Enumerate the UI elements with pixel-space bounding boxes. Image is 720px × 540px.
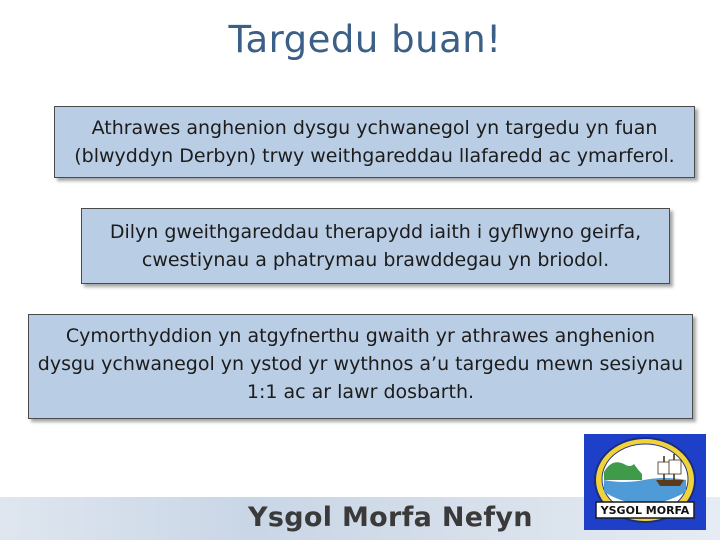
footer-school-name: Ysgol Morfa Nefyn [248, 502, 533, 533]
logo-text: YSGOL MORFA [600, 504, 690, 517]
text-box-3 [28, 314, 693, 419]
text-box-1 [54, 106, 695, 178]
text-box-1-text: Athrawes anghenion dysgu ychwanegol yn targedu yn fuan (blwyddyn Derbyn) trwy weithgareddau llafaredd ac ymarferol. [74, 117, 675, 167]
school-crest-ship-icon [584, 434, 706, 530]
text-box-2-text: Dilyn gweithgareddau therapydd iaith i gyflwyno geirfa, cwestiynau a phatrymau brawddegau yn briodol. [109, 221, 642, 271]
text-box-2 [81, 208, 670, 284]
slide-title: Targedu buan! [228, 18, 502, 61]
text-box-3-text: Cymorthyddion yn atgyfnerthu gwaith yr athrawes anghenion dysgu ychwanegol yn ystod yr wythnos a’u targedu mewn sesiynau 1:1 ac ar lawr dosbarth. [37, 324, 684, 403]
